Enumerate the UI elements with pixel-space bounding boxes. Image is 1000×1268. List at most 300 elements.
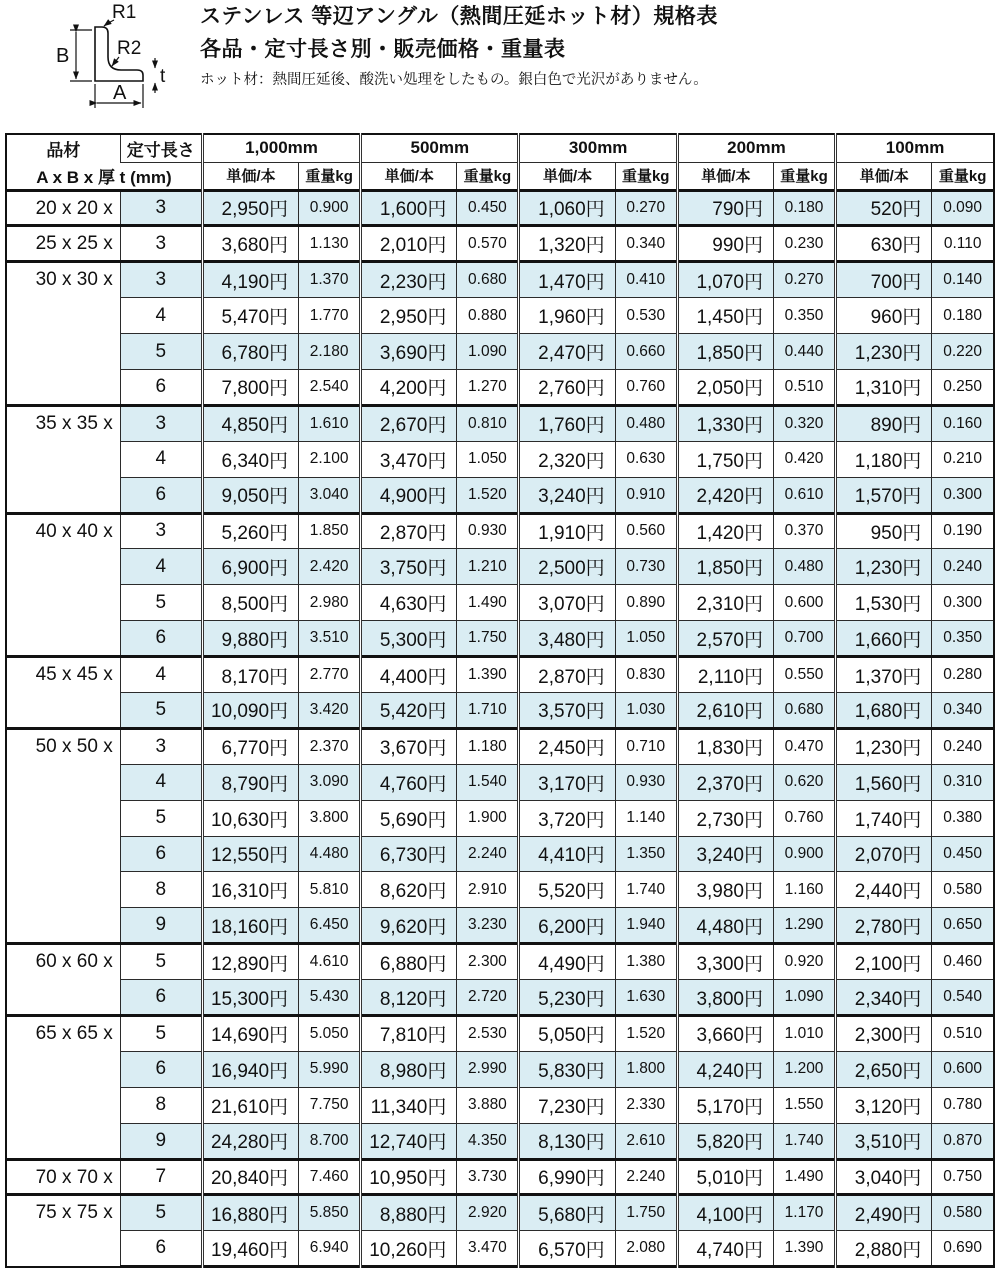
weight-cell: 0.090 xyxy=(932,190,994,226)
weight-cell: 8.700 xyxy=(299,1123,361,1159)
thickness-cell: 9 xyxy=(120,908,202,944)
weight-cell: 0.340 xyxy=(615,226,677,262)
unit-price-cell: 2,340円 xyxy=(836,980,932,1016)
weight-cell: 0.730 xyxy=(615,549,677,585)
unit-price-cell: 2,310円 xyxy=(677,585,773,621)
weight-cell: 0.220 xyxy=(932,334,994,370)
thickness-cell: 5 xyxy=(120,944,202,980)
weight-cell: 0.780 xyxy=(932,1087,994,1123)
weight-cell: 1.390 xyxy=(457,657,519,693)
weight-cell: 6.940 xyxy=(299,1231,361,1267)
weight-cell: 0.450 xyxy=(932,836,994,872)
weight-cell: 1.490 xyxy=(773,1159,835,1195)
weight-cell: 0.450 xyxy=(457,190,519,226)
weight-cell: 0.560 xyxy=(615,513,677,549)
weight-cell: 1.010 xyxy=(773,1015,835,1051)
thickness-cell: 6 xyxy=(120,621,202,657)
thickness-cell: 4 xyxy=(120,657,202,693)
unit-price-cell: 19,460円 xyxy=(202,1231,298,1267)
unit-price-cell: 1,850円 xyxy=(677,549,773,585)
unit-price-cell: 10,950円 xyxy=(361,1159,457,1195)
unit-price-cell: 4,850円 xyxy=(202,405,298,441)
weight-cell: 0.870 xyxy=(932,1123,994,1159)
unit-price-cell: 1,600円 xyxy=(361,190,457,226)
unit-price-cell: 4,480円 xyxy=(677,908,773,944)
unit-price-cell: 2,490円 xyxy=(836,1195,932,1231)
unit-price-cell: 6,730円 xyxy=(361,836,457,872)
weight-cell: 3.090 xyxy=(299,764,361,800)
unit-price-cell: 6,340円 xyxy=(202,441,298,477)
weight-cell: 0.530 xyxy=(615,298,677,334)
unit-price-cell: 3,510円 xyxy=(836,1123,932,1159)
unit-price-cell: 8,790円 xyxy=(202,764,298,800)
unit-price-cell: 10,260円 xyxy=(361,1231,457,1267)
weight-cell: 2.990 xyxy=(457,1051,519,1087)
weight-cell: 0.660 xyxy=(615,334,677,370)
unit-price-cell: 3,660円 xyxy=(677,1015,773,1051)
thickness-cell: 6 xyxy=(120,477,202,513)
unit-price-cell: 1,230円 xyxy=(836,728,932,764)
unit-price-cell: 890円 xyxy=(836,405,932,441)
unit-price-cell: 3,670円 xyxy=(361,728,457,764)
unit-price-cell: 2,440円 xyxy=(836,872,932,908)
unit-price-cell: 630円 xyxy=(836,226,932,262)
dim-t-label: t xyxy=(160,66,166,87)
material-note: ホット材：熱間圧延後、酸洗い処理をしたもの。銀白色で光沢がありません。 xyxy=(200,72,708,88)
weight-cell: 3.230 xyxy=(457,908,519,944)
unit-price-cell: 12,740円 xyxy=(361,1123,457,1159)
unit-price-cell: 2,670円 xyxy=(361,405,457,441)
unit-price-cell: 1,180円 xyxy=(836,441,932,477)
weight-cell: 1.380 xyxy=(615,944,677,980)
table-row xyxy=(6,334,994,370)
unit-price-header: 単価/本 xyxy=(677,162,773,190)
weight-cell: 6.450 xyxy=(299,908,361,944)
unit-price-cell: 2,300円 xyxy=(836,1015,932,1051)
unit-price-cell: 1,910円 xyxy=(519,513,615,549)
weight-cell: 1.900 xyxy=(457,800,519,836)
weight-cell: 0.280 xyxy=(932,657,994,693)
unit-price-cell: 990円 xyxy=(677,226,773,262)
unit-price-cell: 24,280円 xyxy=(202,1123,298,1159)
unit-price-cell: 3,070円 xyxy=(519,585,615,621)
unit-price-header: 単価/本 xyxy=(836,162,932,190)
table-row xyxy=(6,441,994,477)
weight-cell: 1.630 xyxy=(615,980,677,1016)
table-row xyxy=(6,1051,994,1087)
weight-cell: 1.850 xyxy=(299,513,361,549)
unit-price-cell: 7,230円 xyxy=(519,1087,615,1123)
weight-cell: 0.710 xyxy=(615,728,677,764)
weight-cell: 0.180 xyxy=(773,190,835,226)
thickness-cell: 5 xyxy=(120,800,202,836)
table-row xyxy=(6,836,994,872)
unit-price-cell: 2,880円 xyxy=(836,1231,932,1267)
unit-price-cell: 2,950円 xyxy=(202,190,298,226)
weight-cell: 0.300 xyxy=(932,477,994,513)
unit-price-cell: 8,500円 xyxy=(202,585,298,621)
unit-price-cell: 1,830円 xyxy=(677,728,773,764)
weight-cell: 2.920 xyxy=(457,1195,519,1231)
size-cell: 50 x 50 x xyxy=(6,728,120,943)
weight-cell: 1.200 xyxy=(773,1051,835,1087)
weight-cell: 1.030 xyxy=(615,692,677,728)
weight-cell: 1.750 xyxy=(615,1195,677,1231)
weight-cell: 0.510 xyxy=(773,369,835,405)
table-row xyxy=(6,1015,994,1051)
thickness-cell: 6 xyxy=(120,980,202,1016)
unit-price-cell: 4,400円 xyxy=(361,657,457,693)
unit-price-cell: 1,070円 xyxy=(677,262,773,298)
unit-price-cell: 5,690円 xyxy=(361,800,457,836)
unit-price-cell: 2,450円 xyxy=(519,728,615,764)
thickness-cell: 3 xyxy=(120,728,202,764)
table-row xyxy=(6,621,994,657)
unit-price-cell: 6,570円 xyxy=(519,1231,615,1267)
unit-price-cell: 5,170円 xyxy=(677,1087,773,1123)
table-row xyxy=(6,1195,994,1231)
table-row xyxy=(6,1231,994,1267)
page-header xyxy=(0,0,1000,130)
weight-cell: 0.540 xyxy=(932,980,994,1016)
weight-cell: 0.830 xyxy=(615,657,677,693)
unit-price-cell: 3,240円 xyxy=(519,477,615,513)
table-row xyxy=(6,728,994,764)
unit-price-cell: 4,200円 xyxy=(361,369,457,405)
size-cell: 30 x 30 x xyxy=(6,262,120,406)
unit-price-cell: 1,750円 xyxy=(677,441,773,477)
unit-price-cell: 1,420円 xyxy=(677,513,773,549)
unit-price-cell: 2,950円 xyxy=(361,298,457,334)
unit-price-cell: 1,570円 xyxy=(836,477,932,513)
unit-price-cell: 2,500円 xyxy=(519,549,615,585)
weight-cell: 0.480 xyxy=(615,405,677,441)
weight-cell: 0.160 xyxy=(932,405,994,441)
weight-cell: 0.110 xyxy=(932,226,994,262)
unit-price-cell: 790円 xyxy=(677,190,773,226)
unit-price-cell: 1,310円 xyxy=(836,369,932,405)
unit-price-cell: 2,730円 xyxy=(677,800,773,836)
weight-cell: 0.370 xyxy=(773,513,835,549)
weight-cell: 5.850 xyxy=(299,1195,361,1231)
weight-cell: 1.270 xyxy=(457,369,519,405)
unit-price-cell: 6,200円 xyxy=(519,908,615,944)
weight-cell: 1.940 xyxy=(615,908,677,944)
unit-price-cell: 4,100円 xyxy=(677,1195,773,1231)
table-row xyxy=(6,549,994,585)
unit-price-cell: 950円 xyxy=(836,513,932,549)
length-1000mm-header: 1,000mm xyxy=(202,134,360,162)
size-cell: 75 x 75 x xyxy=(6,1195,120,1267)
weight-cell: 0.310 xyxy=(932,764,994,800)
weight-cell: 0.270 xyxy=(773,262,835,298)
unit-price-cell: 1,230円 xyxy=(836,549,932,585)
table-row xyxy=(6,1159,994,1195)
weight-cell: 0.140 xyxy=(932,262,994,298)
unit-price-cell: 3,750円 xyxy=(361,549,457,585)
unit-price-cell: 1,660円 xyxy=(836,621,932,657)
weight-cell: 1.550 xyxy=(773,1087,835,1123)
unit-price-cell: 6,780円 xyxy=(202,334,298,370)
size-cell: 45 x 45 x xyxy=(6,657,120,729)
thickness-cell: 4 xyxy=(120,549,202,585)
unit-price-cell: 2,610円 xyxy=(677,692,773,728)
thickness-cell: 3 xyxy=(120,226,202,262)
weight-cell: 4.610 xyxy=(299,944,361,980)
weight-cell: 0.230 xyxy=(773,226,835,262)
weight-cell: 4.350 xyxy=(457,1123,519,1159)
unit-price-cell: 4,900円 xyxy=(361,477,457,513)
unit-price-cell: 5,820円 xyxy=(677,1123,773,1159)
weight-cell: 7.460 xyxy=(299,1159,361,1195)
weight-cell: 5.990 xyxy=(299,1051,361,1087)
weight-cell: 1.290 xyxy=(773,908,835,944)
table-row xyxy=(6,692,994,728)
thickness-cell: 3 xyxy=(120,190,202,226)
unit-price-cell: 700円 xyxy=(836,262,932,298)
weight-cell: 5.810 xyxy=(299,872,361,908)
thickness-cell: 4 xyxy=(120,441,202,477)
thickness-cell: 5 xyxy=(120,585,202,621)
weight-cell: 3.470 xyxy=(457,1231,519,1267)
table-row xyxy=(6,980,994,1016)
table-row xyxy=(6,298,994,334)
weight-cell: 0.580 xyxy=(932,872,994,908)
length-500mm-header: 500mm xyxy=(361,134,519,162)
weight-cell: 3.730 xyxy=(457,1159,519,1195)
unit-price-cell: 7,810円 xyxy=(361,1015,457,1051)
unit-price-cell: 3,980円 xyxy=(677,872,773,908)
weight-cell: 3.800 xyxy=(299,800,361,836)
length-100mm-header: 100mm xyxy=(836,134,994,162)
weight-cell: 0.910 xyxy=(615,477,677,513)
thickness-cell: 5 xyxy=(120,1195,202,1231)
unit-price-cell: 1,230円 xyxy=(836,334,932,370)
thickness-cell: 6 xyxy=(120,369,202,405)
weight-cell: 0.760 xyxy=(773,800,835,836)
unit-price-cell: 6,900円 xyxy=(202,549,298,585)
unit-price-cell: 1,370円 xyxy=(836,657,932,693)
weight-cell: 0.600 xyxy=(773,585,835,621)
weight-cell: 2.240 xyxy=(615,1159,677,1195)
unit-price-cell: 2,320円 xyxy=(519,441,615,477)
weight-cell: 2.720 xyxy=(457,980,519,1016)
unit-price-cell: 5,230円 xyxy=(519,980,615,1016)
unit-price-cell: 1,760円 xyxy=(519,405,615,441)
length-300mm-header: 300mm xyxy=(519,134,677,162)
unit-price-cell: 16,310円 xyxy=(202,872,298,908)
unit-price-cell: 3,800円 xyxy=(677,980,773,1016)
weight-cell: 0.580 xyxy=(932,1195,994,1231)
unit-price-cell: 4,490円 xyxy=(519,944,615,980)
unit-price-cell: 3,040円 xyxy=(836,1159,932,1195)
thickness-cell: 3 xyxy=(120,405,202,441)
weight-cell: 0.610 xyxy=(773,477,835,513)
weight-cell: 2.540 xyxy=(299,369,361,405)
unit-price-cell: 9,050円 xyxy=(202,477,298,513)
weight-cell: 0.210 xyxy=(932,441,994,477)
weight-header: 重量kg xyxy=(299,162,361,190)
size-cell: 20 x 20 x xyxy=(6,190,120,226)
weight-cell: 0.930 xyxy=(615,764,677,800)
unit-price-cell: 5,470円 xyxy=(202,298,298,334)
weight-cell: 0.890 xyxy=(615,585,677,621)
weight-cell: 1.090 xyxy=(457,334,519,370)
weight-cell: 3.040 xyxy=(299,477,361,513)
weight-cell: 0.460 xyxy=(932,944,994,980)
unit-price-cell: 1,470円 xyxy=(519,262,615,298)
weight-cell: 0.480 xyxy=(773,549,835,585)
table-row xyxy=(6,262,994,298)
weight-cell: 0.190 xyxy=(932,513,994,549)
table-row xyxy=(6,872,994,908)
unit-price-cell: 5,010円 xyxy=(677,1159,773,1195)
unit-price-cell: 10,090円 xyxy=(202,692,298,728)
weight-cell: 3.510 xyxy=(299,621,361,657)
thickness-cell: 9 xyxy=(120,1123,202,1159)
weight-cell: 0.750 xyxy=(932,1159,994,1195)
weight-cell: 1.490 xyxy=(457,585,519,621)
unit-price-cell: 1,530円 xyxy=(836,585,932,621)
weight-cell: 1.350 xyxy=(615,836,677,872)
unit-price-cell: 2,870円 xyxy=(361,513,457,549)
unit-price-cell: 520円 xyxy=(836,190,932,226)
weight-cell: 0.440 xyxy=(773,334,835,370)
table-row xyxy=(6,477,994,513)
table-row xyxy=(6,1087,994,1123)
table-row xyxy=(6,908,994,944)
unit-price-cell: 3,170円 xyxy=(519,764,615,800)
weight-cell: 0.300 xyxy=(932,585,994,621)
unit-price-cell: 4,630円 xyxy=(361,585,457,621)
unit-price-cell: 2,650円 xyxy=(836,1051,932,1087)
weight-cell: 0.380 xyxy=(932,800,994,836)
unit-price-cell: 2,780円 xyxy=(836,908,932,944)
unit-price-cell: 15,300円 xyxy=(202,980,298,1016)
weight-cell: 1.800 xyxy=(615,1051,677,1087)
weight-cell: 2.240 xyxy=(457,836,519,872)
unit-price-cell: 18,160円 xyxy=(202,908,298,944)
weight-cell: 0.930 xyxy=(457,513,519,549)
thickness-cell: 3 xyxy=(120,513,202,549)
unit-price-cell: 3,690円 xyxy=(361,334,457,370)
unit-price-cell: 12,550円 xyxy=(202,836,298,872)
unit-price-cell: 5,520円 xyxy=(519,872,615,908)
unit-price-cell: 5,260円 xyxy=(202,513,298,549)
weight-cell: 7.750 xyxy=(299,1087,361,1123)
unit-price-cell: 960円 xyxy=(836,298,932,334)
unit-price-cell: 2,470円 xyxy=(519,334,615,370)
weight-cell: 0.680 xyxy=(773,692,835,728)
unit-price-cell: 8,980円 xyxy=(361,1051,457,1087)
unit-price-cell: 9,880円 xyxy=(202,621,298,657)
unit-price-cell: 2,760円 xyxy=(519,369,615,405)
unit-price-cell: 8,130円 xyxy=(519,1123,615,1159)
unit-price-cell: 14,690円 xyxy=(202,1015,298,1051)
weight-cell: 0.900 xyxy=(299,190,361,226)
unit-price-cell: 20,840円 xyxy=(202,1159,298,1195)
weight-cell: 0.470 xyxy=(773,728,835,764)
unit-price-cell: 5,830円 xyxy=(519,1051,615,1087)
weight-cell: 5.430 xyxy=(299,980,361,1016)
weight-cell: 0.350 xyxy=(773,298,835,334)
unit-price-cell: 2,230円 xyxy=(361,262,457,298)
weight-header: 重量kg xyxy=(773,162,835,190)
unit-price-cell: 2,420円 xyxy=(677,477,773,513)
unit-price-cell: 2,070円 xyxy=(836,836,932,872)
weight-cell: 1.130 xyxy=(299,226,361,262)
weight-cell: 2.180 xyxy=(299,334,361,370)
weight-cell: 2.080 xyxy=(615,1231,677,1267)
unit-price-cell: 11,340円 xyxy=(361,1087,457,1123)
unit-price-cell: 5,420円 xyxy=(361,692,457,728)
unit-price-cell: 3,720円 xyxy=(519,800,615,836)
weight-cell: 0.240 xyxy=(932,549,994,585)
thickness-cell: 5 xyxy=(120,1015,202,1051)
thickness-cell: 5 xyxy=(120,334,202,370)
unit-price-cell: 16,880円 xyxy=(202,1195,298,1231)
unit-price-cell: 1,680円 xyxy=(836,692,932,728)
weight-cell: 1.610 xyxy=(299,405,361,441)
thickness-cell: 8 xyxy=(120,1087,202,1123)
unit-price-cell: 8,880円 xyxy=(361,1195,457,1231)
weight-cell: 1.050 xyxy=(615,621,677,657)
thickness-cell: 3 xyxy=(120,262,202,298)
unit-price-cell: 10,630円 xyxy=(202,800,298,836)
thickness-cell: 4 xyxy=(120,764,202,800)
unit-price-cell: 12,890円 xyxy=(202,944,298,980)
weight-header: 重量kg xyxy=(615,162,677,190)
table-row xyxy=(6,369,994,405)
unit-price-cell: 2,100円 xyxy=(836,944,932,980)
weight-cell: 0.570 xyxy=(457,226,519,262)
weight-cell: 0.680 xyxy=(457,262,519,298)
weight-cell: 1.390 xyxy=(773,1231,835,1267)
weight-cell: 1.180 xyxy=(457,728,519,764)
unit-price-cell: 3,240円 xyxy=(677,836,773,872)
weight-cell: 0.810 xyxy=(457,405,519,441)
weight-cell: 0.350 xyxy=(932,621,994,657)
weight-header: 重量kg xyxy=(457,162,519,190)
thickness-cell: 6 xyxy=(120,1231,202,1267)
length-200mm-header: 200mm xyxy=(677,134,835,162)
table-row xyxy=(6,190,994,226)
unit-price-cell: 3,480円 xyxy=(519,621,615,657)
weight-cell: 1.370 xyxy=(299,262,361,298)
unit-price-cell: 6,770円 xyxy=(202,728,298,764)
unit-price-cell: 2,010円 xyxy=(361,226,457,262)
unit-price-cell: 1,060円 xyxy=(519,190,615,226)
weight-cell: 0.700 xyxy=(773,621,835,657)
unit-price-header: 単価/本 xyxy=(202,162,298,190)
dimension-header: A x B x 厚 t (mm) xyxy=(6,162,202,190)
table-row xyxy=(6,585,994,621)
radius-r2-label: R2 xyxy=(117,38,142,59)
weight-cell: 0.510 xyxy=(932,1015,994,1051)
dim-b-label: B xyxy=(56,45,70,67)
weight-cell: 4.480 xyxy=(299,836,361,872)
size-cell: 25 x 25 x xyxy=(6,226,120,262)
weight-cell: 3.420 xyxy=(299,692,361,728)
weight-cell: 1.520 xyxy=(615,1015,677,1051)
length-header-row xyxy=(6,134,994,162)
table-row xyxy=(6,944,994,980)
thickness-cell: 6 xyxy=(120,1051,202,1087)
unit-price-cell: 3,570円 xyxy=(519,692,615,728)
size-cell: 70 x 70 x xyxy=(6,1159,120,1195)
fixed-length-header: 定寸長さ xyxy=(120,134,202,162)
weight-cell: 0.340 xyxy=(932,692,994,728)
